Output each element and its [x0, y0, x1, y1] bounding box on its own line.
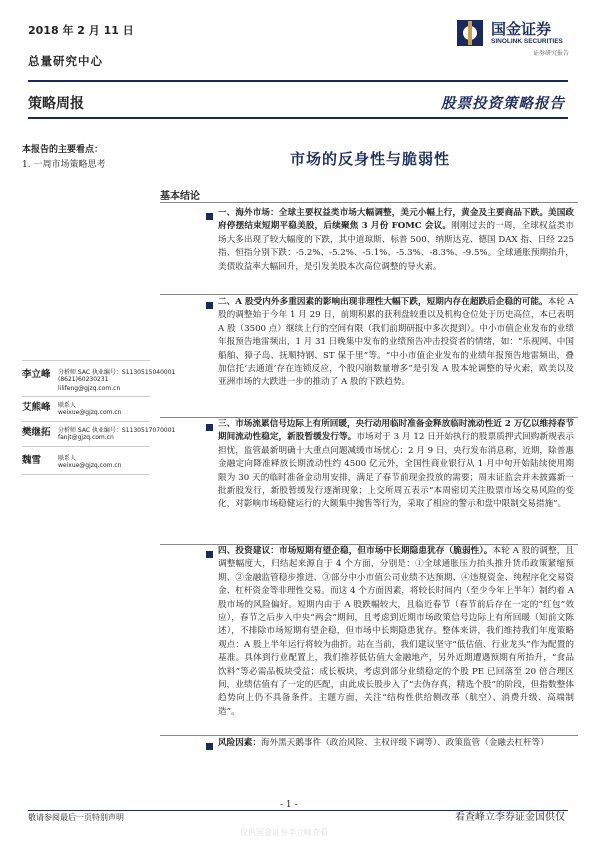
analyst-divider	[22, 446, 150, 447]
paragraph-body: 本轮 A 股的调整，且调整幅度大，归结起来源自于 4 个方面，分别是：①全球通胀压力抬头推升货币政策紧缩预期、②金融监管稳步推进、③部分中小市值公司业绩不达预期、④违规资金、纯程序化交易资金、杠杆资金等非理性交易。而这 4 个方面因素，将较长时间内（至少今年上半年）制约着 A 股市场的风险偏好。短期内由于 A 股跌幅较大，且临近春节（春节前后存在一定的“红包”效应），春节之后步入中央“两会”期间，且考虑到近期市场政策信号边际上有所回暖（知前文陈述），不排除市场短期有望企稳，但市场中长期隐患犹存。整体来讲，我们维持我们年度策略观点：A 股上半年运行将较为曲折。站在当前，我们建议坚守“低估值、行业龙头”作为配置的基准。具体到行业配置上，我们推荐低估值大金融地产，另外近期遭遇预期有所抬升，“食品饮料”等必需品板块受益；成长板块，考虑到部分业绩稳定的个股 PE 已回落至 20 倍合理区间，业绩估值有了一定的匹配，由此成长股步入了“去伪存真，精选个股”的阶段，但指数整体趋势向上仍不具备条件。主题方面，关注“结构性供给侧改革（航空）、消费升级、高端制造”。	[218, 546, 574, 717]
analyst-divider	[22, 421, 150, 422]
header-divider	[28, 80, 568, 82]
analyst-role: 分析师 SAC 执业编号：S1130515040001	[58, 369, 176, 376]
conclusion-paragraph	[218, 296, 574, 413]
analyst-name: 李立峰	[22, 369, 51, 380]
analyst-email[interactable]: weixue@gjzq.com.cn	[58, 409, 122, 416]
bullet-marker	[206, 743, 213, 750]
paragraph-body: 海外黑天鹅事件（政治风险、主权评级下调等）、政策监管（金融去杠杆等）	[260, 738, 549, 748]
analyst-divider	[22, 396, 150, 397]
analyst-phone: (8621)60230231	[58, 376, 109, 383]
analyst-email[interactable]: lilifeng@gjzq.com.cn	[58, 385, 121, 392]
report-date: 2018 年 2 月 11 日	[28, 24, 134, 37]
bullet-marker	[206, 424, 213, 431]
watermark: 仅供国金证券李立峰查看	[240, 828, 328, 837]
logo-text-en: SINOLINK SECURITIES	[491, 38, 563, 45]
page-number: - 1 -	[280, 800, 298, 810]
department-name: 总量研究中心	[28, 54, 103, 68]
paragraph-body: 刚刚过去的一周，全球权益类市场大多出现了较大幅度的下跌，其中道琼斯、标普 500、纳斯达克、德国 DAX 指、日经 225 指、恒指分别下跌：-5.2%、-5.2%、-5.1%、-5.3%、-8.3%、-9.5%。全球通胀预期抬升，美债收益率大幅回升，是引发美股本次高位调整的导火索。	[218, 221, 574, 272]
conclusion-paragraph	[218, 207, 574, 297]
header-divider-lower	[28, 117, 568, 119]
paragraph-lead: 四、投资建议：市场短期有望企稳，但市场中长期隐患犹存（脆弱性）。	[218, 546, 493, 556]
analyst-email[interactable]: weixue@gjzq.com.cn	[58, 462, 122, 469]
conclusion-paragraph	[218, 418, 574, 541]
analyst-divider	[22, 360, 150, 361]
analyst-divider	[22, 474, 150, 475]
analyst-email[interactable]: fanjt@gjzq.com.cn	[58, 434, 114, 441]
section-divider	[160, 202, 578, 203]
bullet-marker	[206, 213, 213, 220]
paragraph-body: 本轮 A 股的调整始于今年 1 月 29 日，前期积累的获利盘较重以及机构仓位处于历史高位，本已表明 A 股（3500 点）继续上行的空间有限（我们前期研报中多次提到）。中小市值企业发布的业绩年报预告地雷频出，1 月 31 日晚集中发布的业绩预告冲击投资者的情绪，如：“乐视网、中国船舶、獐子岛、抚顺特钢、ST 保千里”等。“中小市值企业发布的业绩年报预告地雷频出，叠加信托‘去通道’存在连锁反应，个股闪崩数量增多”是引发 A 股本轮调整的导火索，欧美以及亚洲市场的大跌进一步的推动了 A 股的下跌趋势。	[218, 297, 574, 388]
analyst-role: 联系人	[58, 402, 77, 409]
bullet-marker	[206, 551, 213, 558]
conclusion-paragraph	[218, 545, 574, 732]
paragraph-lead: 风险因素：	[218, 738, 261, 748]
footer-disclaimer: 敬请参阅最后一页特别声明	[28, 813, 124, 822]
conclusion-paragraph	[218, 737, 574, 767]
analyst-name: 艾熊峰	[22, 402, 51, 413]
company-logo	[455, 16, 575, 56]
bullet-marker	[206, 302, 213, 309]
report-type: 策略周报	[28, 96, 84, 112]
analyst-role: 联系人	[58, 455, 77, 462]
highlights-heading: 本报告的主要看点：	[22, 145, 104, 155]
analyst-name: 樊继拓	[22, 427, 51, 438]
report-series: 股票投资策略报告	[441, 95, 565, 112]
paragraph-lead: 二、A 股受内外多重因素的影响出现非理性大幅下跌，短期内存在超跌后企稳的可能。	[218, 297, 548, 307]
logo-mark-icon	[455, 18, 485, 48]
paragraph-lead: 一、海外市场：全球主要权益类市场大幅调整，美元小幅上行，黄金及主要商品下跌。美国政府停摆结束短期平稳美股，后续聚焦 3 月份 FOMC 会议。	[218, 208, 574, 232]
paragraph-divider	[160, 294, 578, 295]
paragraph-divider	[160, 735, 578, 736]
analyst-name: 魏雪	[22, 455, 42, 466]
paragraph-lead: 三、市场流累信号边际上有所回暖，央行动用临时准备金释放临时流动性近 2 万亿以维持春节期间流动性稳定，新股暂缓发行等。	[218, 419, 574, 443]
paragraph-body: 市场对于 3 月 12 日开始执行的股票质押式回购新规表示担忧，监管最新明确十大重点问题减缓市场忧心；2 月 9 日，央行发布消息称，近期，除普惠金融定向降准释放长期流动性约 4500 亿元外，全国性商业银行从 1 月中旬开始陆续使用期限为 30 天的临时准备金动用安排，满足了春节前现金投放的需要；周末证监会并未披露新一批新股发行，新股暂缓发行逐渐现象；上交所周五表示“本周密切关注股票市场交易风险的变化，对影响市场稳健运行的大额集中抛售等行为，采取了相应的警示和盘中限制交易措施”。	[218, 432, 574, 510]
highlights-item: 1. 一周市场策略思考	[22, 160, 106, 170]
footer-notice: 看查峰立李券证金国供仅	[455, 812, 565, 823]
report-title: 市场的反身性与脆弱性	[290, 150, 451, 168]
section-heading: 基本结论	[160, 191, 200, 202]
logo-text-cn: 国金证券	[491, 20, 552, 38]
logo-subtitle: 证券研究报告	[533, 50, 570, 57]
analyst-role: 分析师 SAC 执业编号：S1130517070001	[58, 427, 176, 434]
